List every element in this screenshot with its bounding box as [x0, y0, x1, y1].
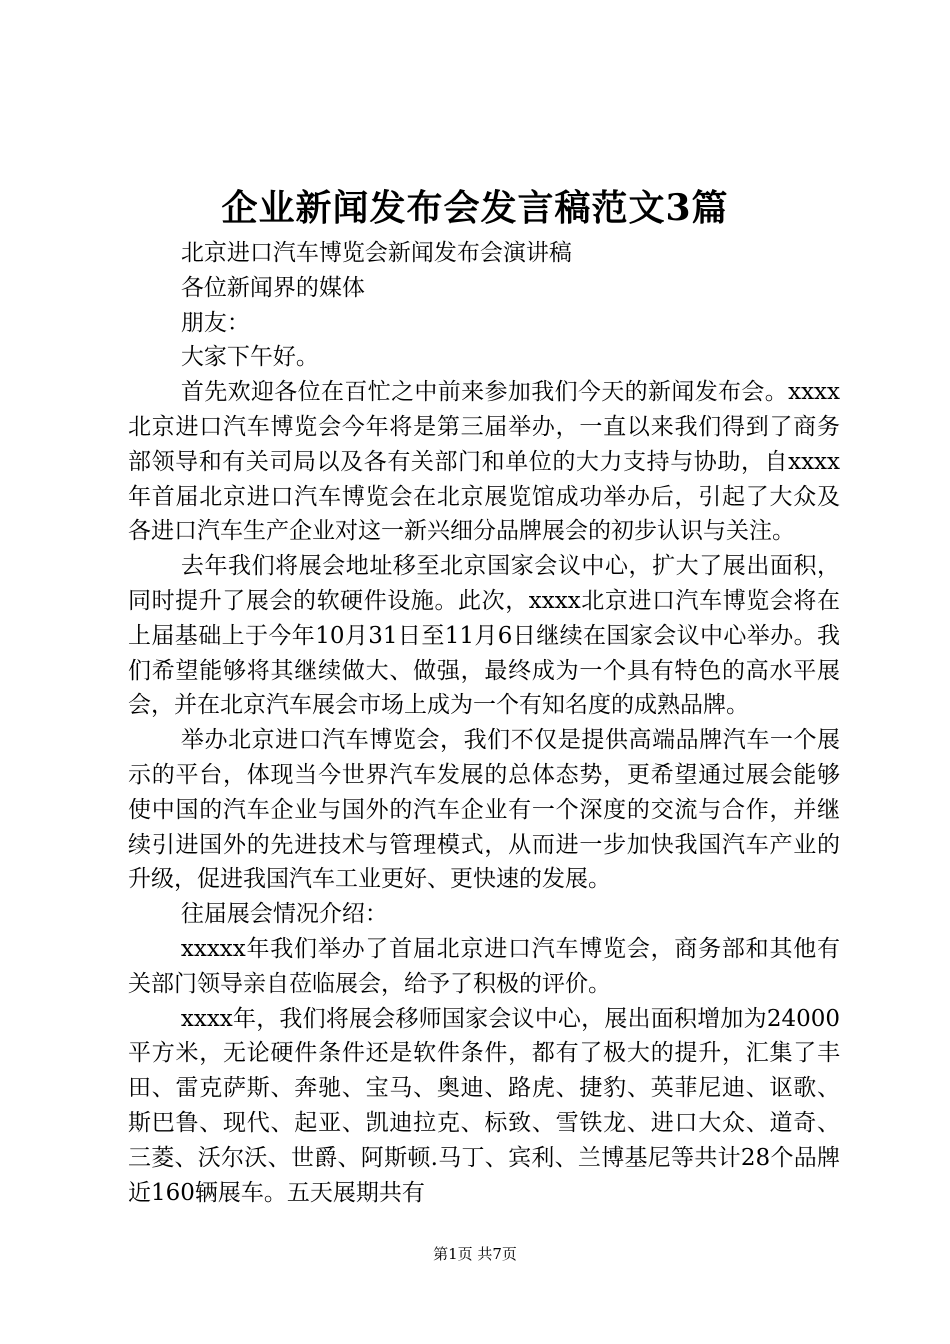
paragraph-history-heading: 往届展会情况介绍：: [180, 901, 388, 928]
paragraph-salutation-1: 各位新闻界的媒体: [180, 274, 365, 301]
document-title: 企业新闻发布会发言稿范文3篇: [221, 187, 729, 229]
paragraph-second-expo: xxxx年，我们将展会移师国家会议中心，展出面积增加为24000平方米，无论硬件条件还是软件条件，都有了极大的提升，汇集了丰田、雷克萨斯、奔驰、宝马、奥迪、路虎、捷豹、英菲尼迪、讴歌、斯巴鲁、现代、起亚、凯迪拉克、标致、雪铁龙、进口大众、道奇、三菱、沃尔沃、世爵、阿斯顿.马丁、宾利、兰博基尼等共计28个品牌近160辆展车。五天展期共有: [128, 1005, 840, 1206]
paragraph-welcome: 首先欢迎各位在百忙之中前来参加我们今天的新闻发布会。xxxx北京进口汽车博览会今年将是第三届举办，一直以来我们得到了商务部领导和有关司局以及各有关部门和单位的大力支持与协助，自xxxx年首届北京进口汽车博览会在北京展览馆成功举办后，引起了大众及各进口汽车生产企业对这一新兴细分品牌展会的初步认识与关注。: [128, 379, 840, 545]
document-body: [128, 236, 840, 1210]
paragraph-subtitle: 北京进口汽车博览会新闻发布会演讲稿: [180, 240, 572, 266]
paragraph-greeting: 大家下午好。: [180, 344, 319, 371]
paragraph-purpose: 举办北京进口汽车博览会，我们不仅是提供高端品牌汽车一个展示的平台，体现当今世界汽车发展的总体态势，更希望通过展会能够使中国的汽车企业与国外的汽车企业有一个深度的交流与合作，并继续引进国外的先进技术与管理模式，从而进一步加快我国汽车产业的升级，促进我国汽车工业更好、更快速的发展。: [128, 727, 840, 893]
page-indicator: 第1页 共7页: [433, 1245, 517, 1263]
paragraph-first-expo: xxxxx年我们举办了首届北京进口汽车博览会，商务部和其他有关部门领导亲自莅临展会，给予了积极的评价。: [128, 935, 840, 997]
paragraph-last-year: 去年我们将展会地址移至北京国家会议中心，扩大了展出面积，同时提升了展会的软硬件设施。此次，xxxx北京进口汽车博览会将在上届基础上于今年10月31日至11月6日继续在国家会议中心举办。我们希望能够将其继续做大、做强，最终成为一个具有特色的高水平展会，并在北京汽车展会市场上成为一个有知名度的成熟品牌。: [128, 553, 840, 719]
paragraph-salutation-2: 朋友：: [180, 309, 250, 336]
